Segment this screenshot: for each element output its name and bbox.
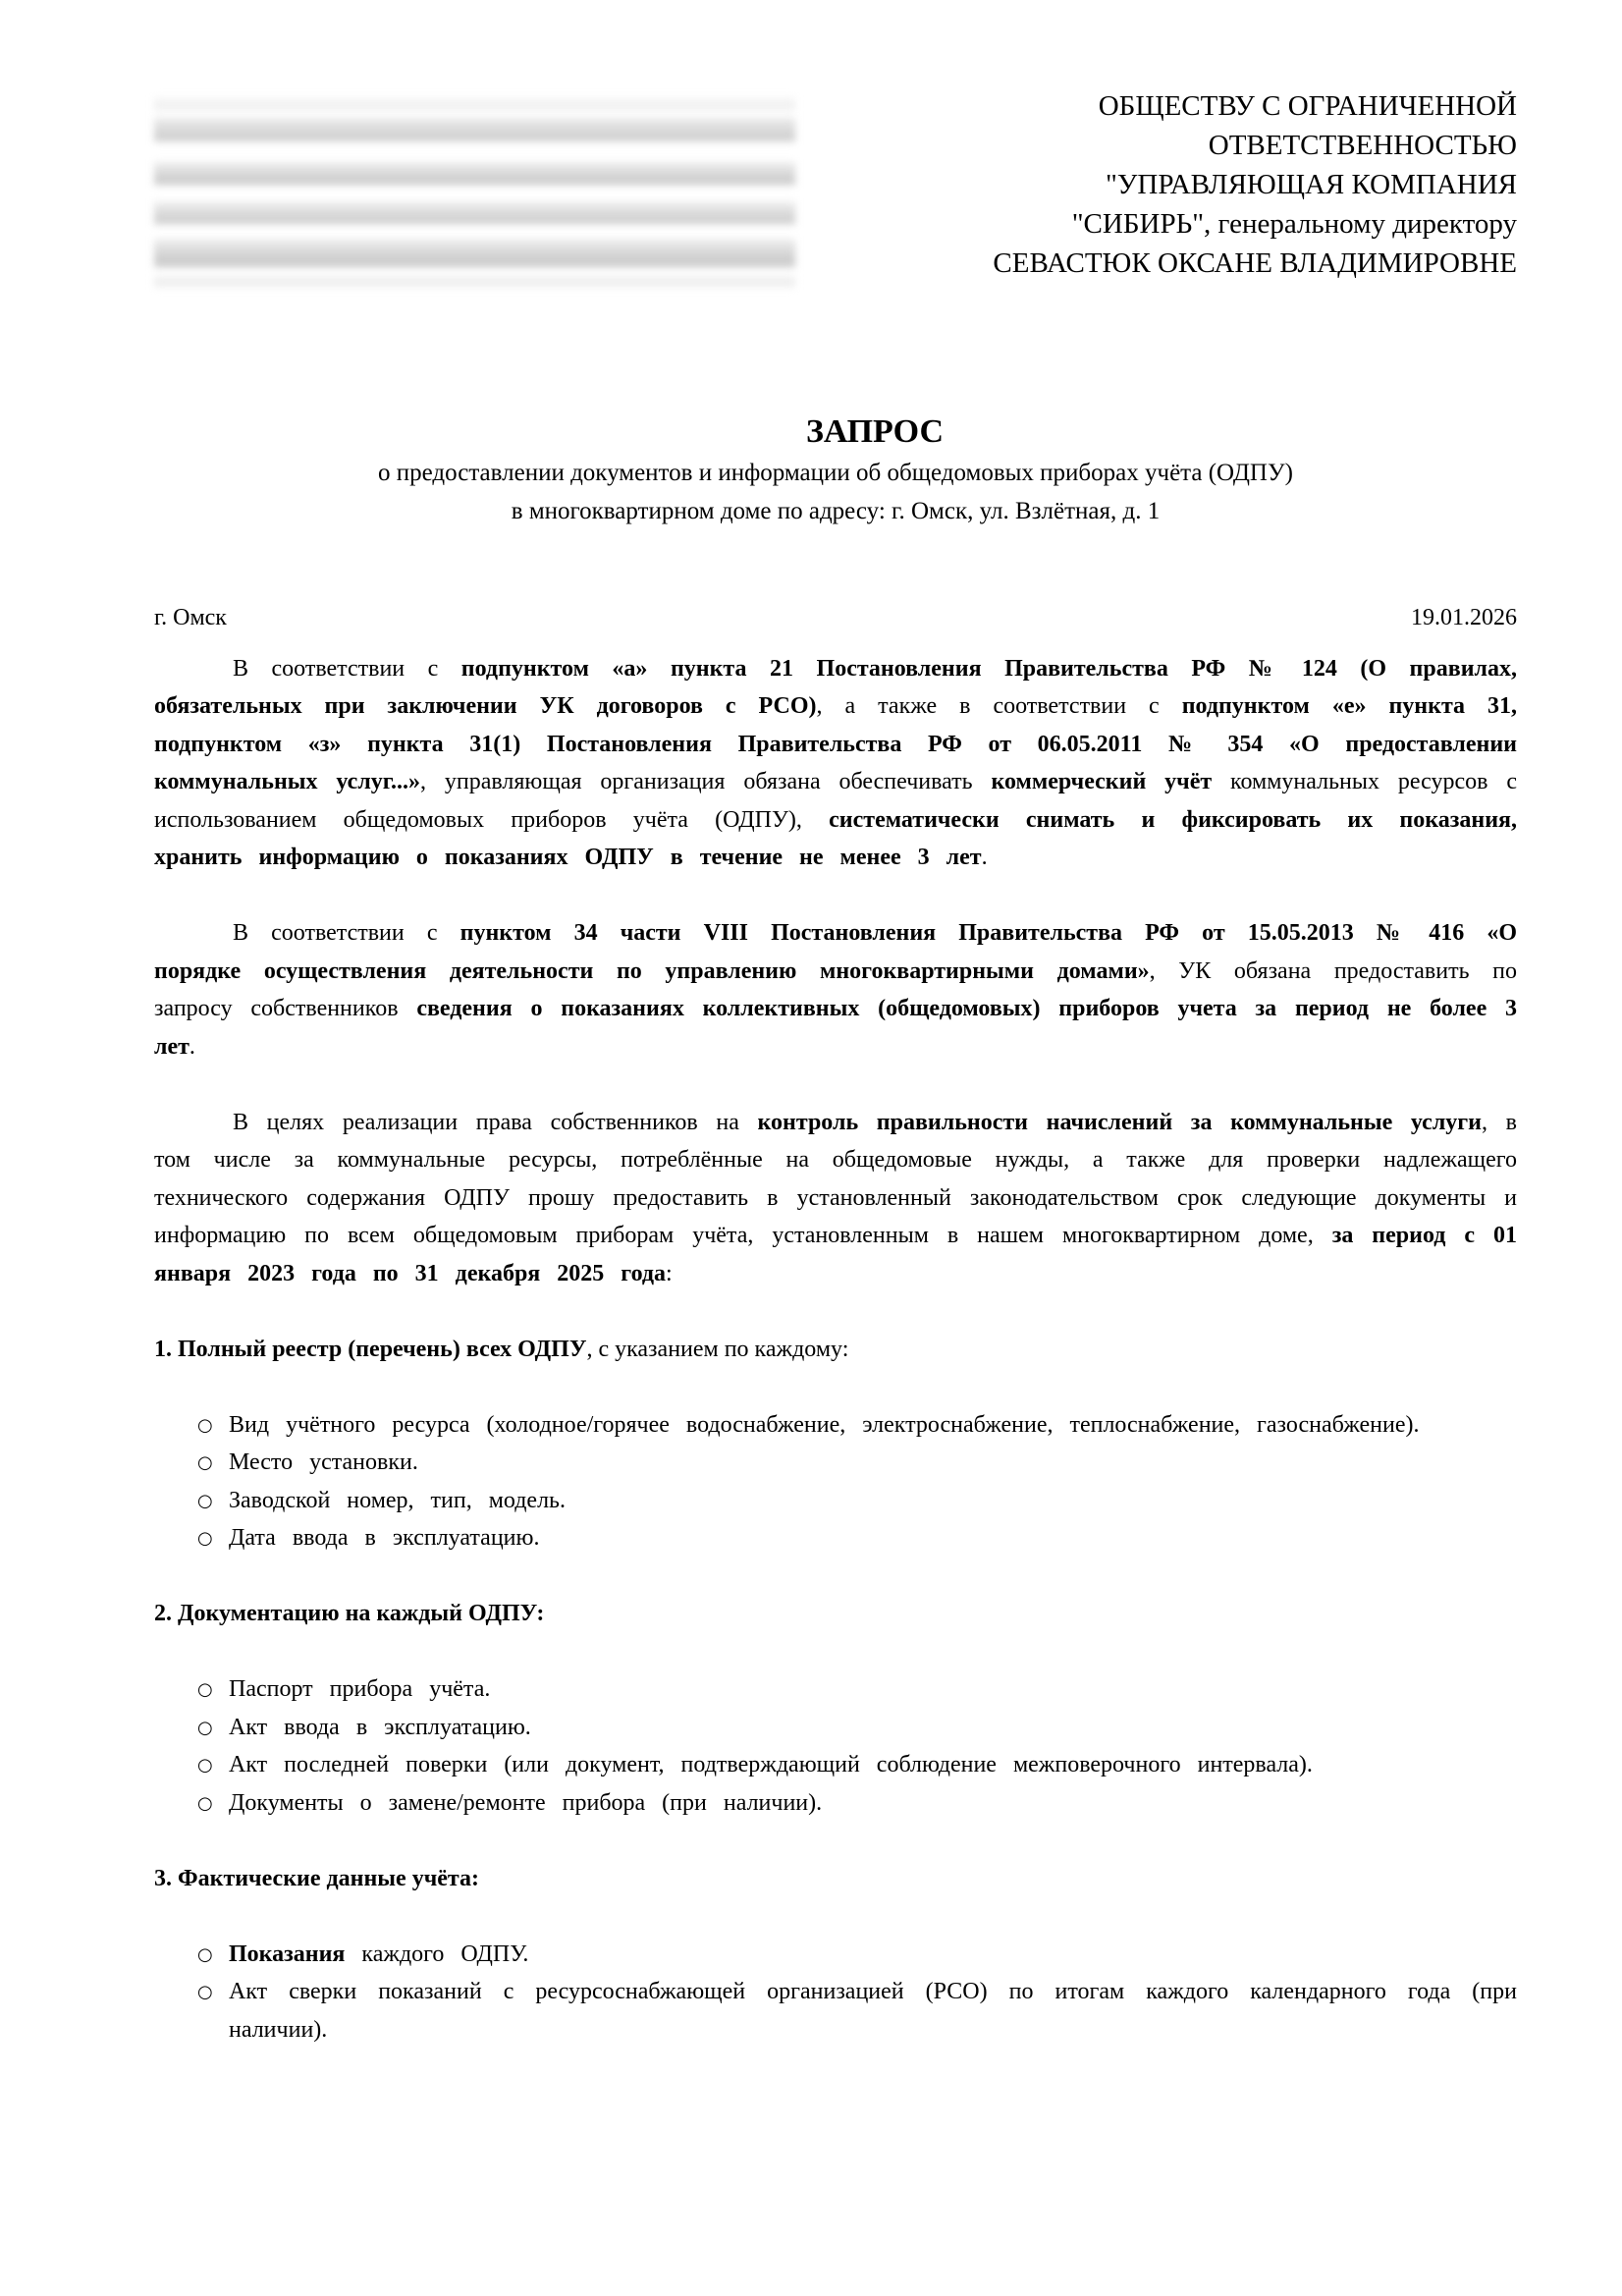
bold-text-run: систематически снимать и фиксировать их показания, хранить информацию о показаниях ОДПУ в течение не менее 3 лет <box>154 806 1518 870</box>
document-title: ЗАПРОС <box>805 413 945 450</box>
text-run: Акт ввода в эксплуатацию. <box>229 1714 531 1740</box>
redaction-stripe <box>154 239 795 268</box>
subtitle-line: в многоквартирном доме по адресу: г. Омск, ул. Взлётная, д. 1 <box>511 497 1161 524</box>
section-2-list <box>154 1670 1517 1822</box>
text-run: коммунальных ресурсов с использованием общедомовых приборов учёта (ОДПУ), <box>154 769 1517 833</box>
recipient-block <box>889 0 1517 283</box>
bold-text-run: коммерческий учёт <box>991 769 1213 794</box>
recipient-line: СЕВАСТЮК ОКСАНЕ ВЛАДИМИРОВНЕ <box>993 247 1517 279</box>
bold-text-run: сведения о показаниях коллективных (общедомовых) приборов учета за период не более 3 лет <box>154 996 1517 1060</box>
text-run: Заводской номер, тип, модель. <box>229 1487 566 1513</box>
section-3-heading <box>154 1860 1517 1898</box>
text-run: : <box>666 1260 673 1286</box>
bold-text-run: 1. Полный реестр (перечень) всех ОДПУ <box>154 1336 587 1362</box>
recipient-line: ОТВЕТСТВЕННОСТЬЮ <box>1208 130 1517 161</box>
text-run: . <box>981 845 988 870</box>
redaction-stripe <box>154 201 795 225</box>
section-1-list <box>154 1406 1517 1558</box>
bold-text-run: за период с 01 января 2023 года по 31 декабря 2025 года <box>154 1223 1517 1286</box>
text-run: , а также в соответствии с <box>816 693 1182 719</box>
bold-text-run: контроль правильности начислений за коммунальные услуги <box>757 1109 1483 1135</box>
paragraph-legal-basis-124-354 <box>154 650 1517 877</box>
redacted-sender-block <box>154 95 795 292</box>
text-run: Акт сверки показаний с ресурсоснабжающей организацией (РСО) по итогам каждого календарного года (при наличии). <box>229 1979 1517 2043</box>
text-run: Акт последней поверки (или документ, подтверждающий соблюдение межповерочного интервала). <box>229 1752 1313 1777</box>
text-run: Место установки. <box>229 1449 418 1475</box>
bold-text-run: 2. Документацию на каждый ОДПУ: <box>154 1601 545 1626</box>
redaction-stripe <box>154 117 795 142</box>
subtitle-line: о предоставлении документов и информации об общедомовых приборах учёта (ОДПУ) <box>377 460 1294 486</box>
recipient-line: "СИБИРЬ", генеральному директору <box>1071 208 1517 240</box>
section-2-heading <box>154 1595 1517 1633</box>
list-item <box>229 1784 1517 1823</box>
text-run: , управляющая организация обязана обеспечивать <box>419 769 992 794</box>
date-label: 19.01.2026 <box>1411 605 1517 630</box>
bold-text-run: Показания <box>229 1941 346 1967</box>
list-item <box>229 1709 1517 1747</box>
list-item <box>229 1519 1517 1558</box>
text-run: В соответствии с <box>233 655 461 682</box>
paragraph-legal-basis-416 <box>154 914 1517 1066</box>
text-run: Паспорт прибора учёта. <box>229 1676 491 1702</box>
redaction-stripe <box>154 162 795 186</box>
paragraph-request-purpose <box>154 1104 1517 1293</box>
list-item <box>229 1746 1517 1784</box>
text-run: Документы о замене/ремонте прибора (при наличии). <box>229 1789 823 1816</box>
section-1-heading <box>154 1331 1517 1369</box>
text-run: , УК обязана предоставить по запросу собственников <box>154 957 1517 1021</box>
text-run: В соответствии с <box>233 920 460 946</box>
list-item <box>229 1670 1517 1709</box>
recipient-line: "УПРАВЛЯЮЩАЯ КОМПАНИЯ <box>1106 169 1517 200</box>
text-run: Вид учётного ресурса (холодное/горячее водоснабжение, электроснабжение, теплоснабжение, газоснабжение). <box>229 1411 1420 1438</box>
bold-text-run: подпунктом «е» пункта 31, подпунктом «з» пункта 31(1) Постановления Правительства РФ от 06.05.2011 № 354 «О предоставлении коммунальных услуг...» <box>154 693 1518 794</box>
document-subtitle <box>154 455 1517 530</box>
text-run: каждого ОДПУ. <box>345 1941 529 1967</box>
text-run: В целях реализации права собственников на <box>233 1109 758 1135</box>
section-3-list <box>154 1936 1517 2050</box>
bold-text-run: пунктом 34 части VIII Постановления Правительства РФ от 15.05.2013 № 416 «О порядке осуществления деятельности по управлению многоквартирными домами» <box>154 920 1517 984</box>
list-item <box>229 1482 1517 1520</box>
recipient-line: ОБЩЕСТВУ С ОГРАНИЧЕННОЙ <box>1098 90 1517 122</box>
list-item <box>229 1973 1517 2049</box>
text-run: Дата ввода в эксплуатацию. <box>229 1525 540 1551</box>
text-run: , в том числе за коммунальные ресурсы, потреблённые на общедомовые нужды, а также для проверки надлежащего технического содержания ОДПУ прошу предоставить в установленный законодательством срок следующие документы и информацию по всем общедомовым приборам учёта, установленным в нашем многоквартирном доме, <box>154 1109 1517 1248</box>
city-label: г. Омск <box>154 605 227 630</box>
redaction-stripe <box>154 276 795 288</box>
dateline <box>154 599 1517 637</box>
text-run: , с указанием по каждому: <box>586 1336 849 1362</box>
list-item <box>229 1936 1517 1974</box>
list-item <box>229 1406 1517 1445</box>
bold-text-run: 3. Фактические данные учёта: <box>154 1865 479 1891</box>
list-item <box>229 1444 1517 1482</box>
text-run: . <box>189 1033 195 1060</box>
redaction-stripe <box>154 97 795 111</box>
bold-text-run: подпунктом «а» пункта 21 Постановления Правительства РФ № 124 (О правилах, обязательных при заключении УК договоров с РСО) <box>154 655 1517 719</box>
